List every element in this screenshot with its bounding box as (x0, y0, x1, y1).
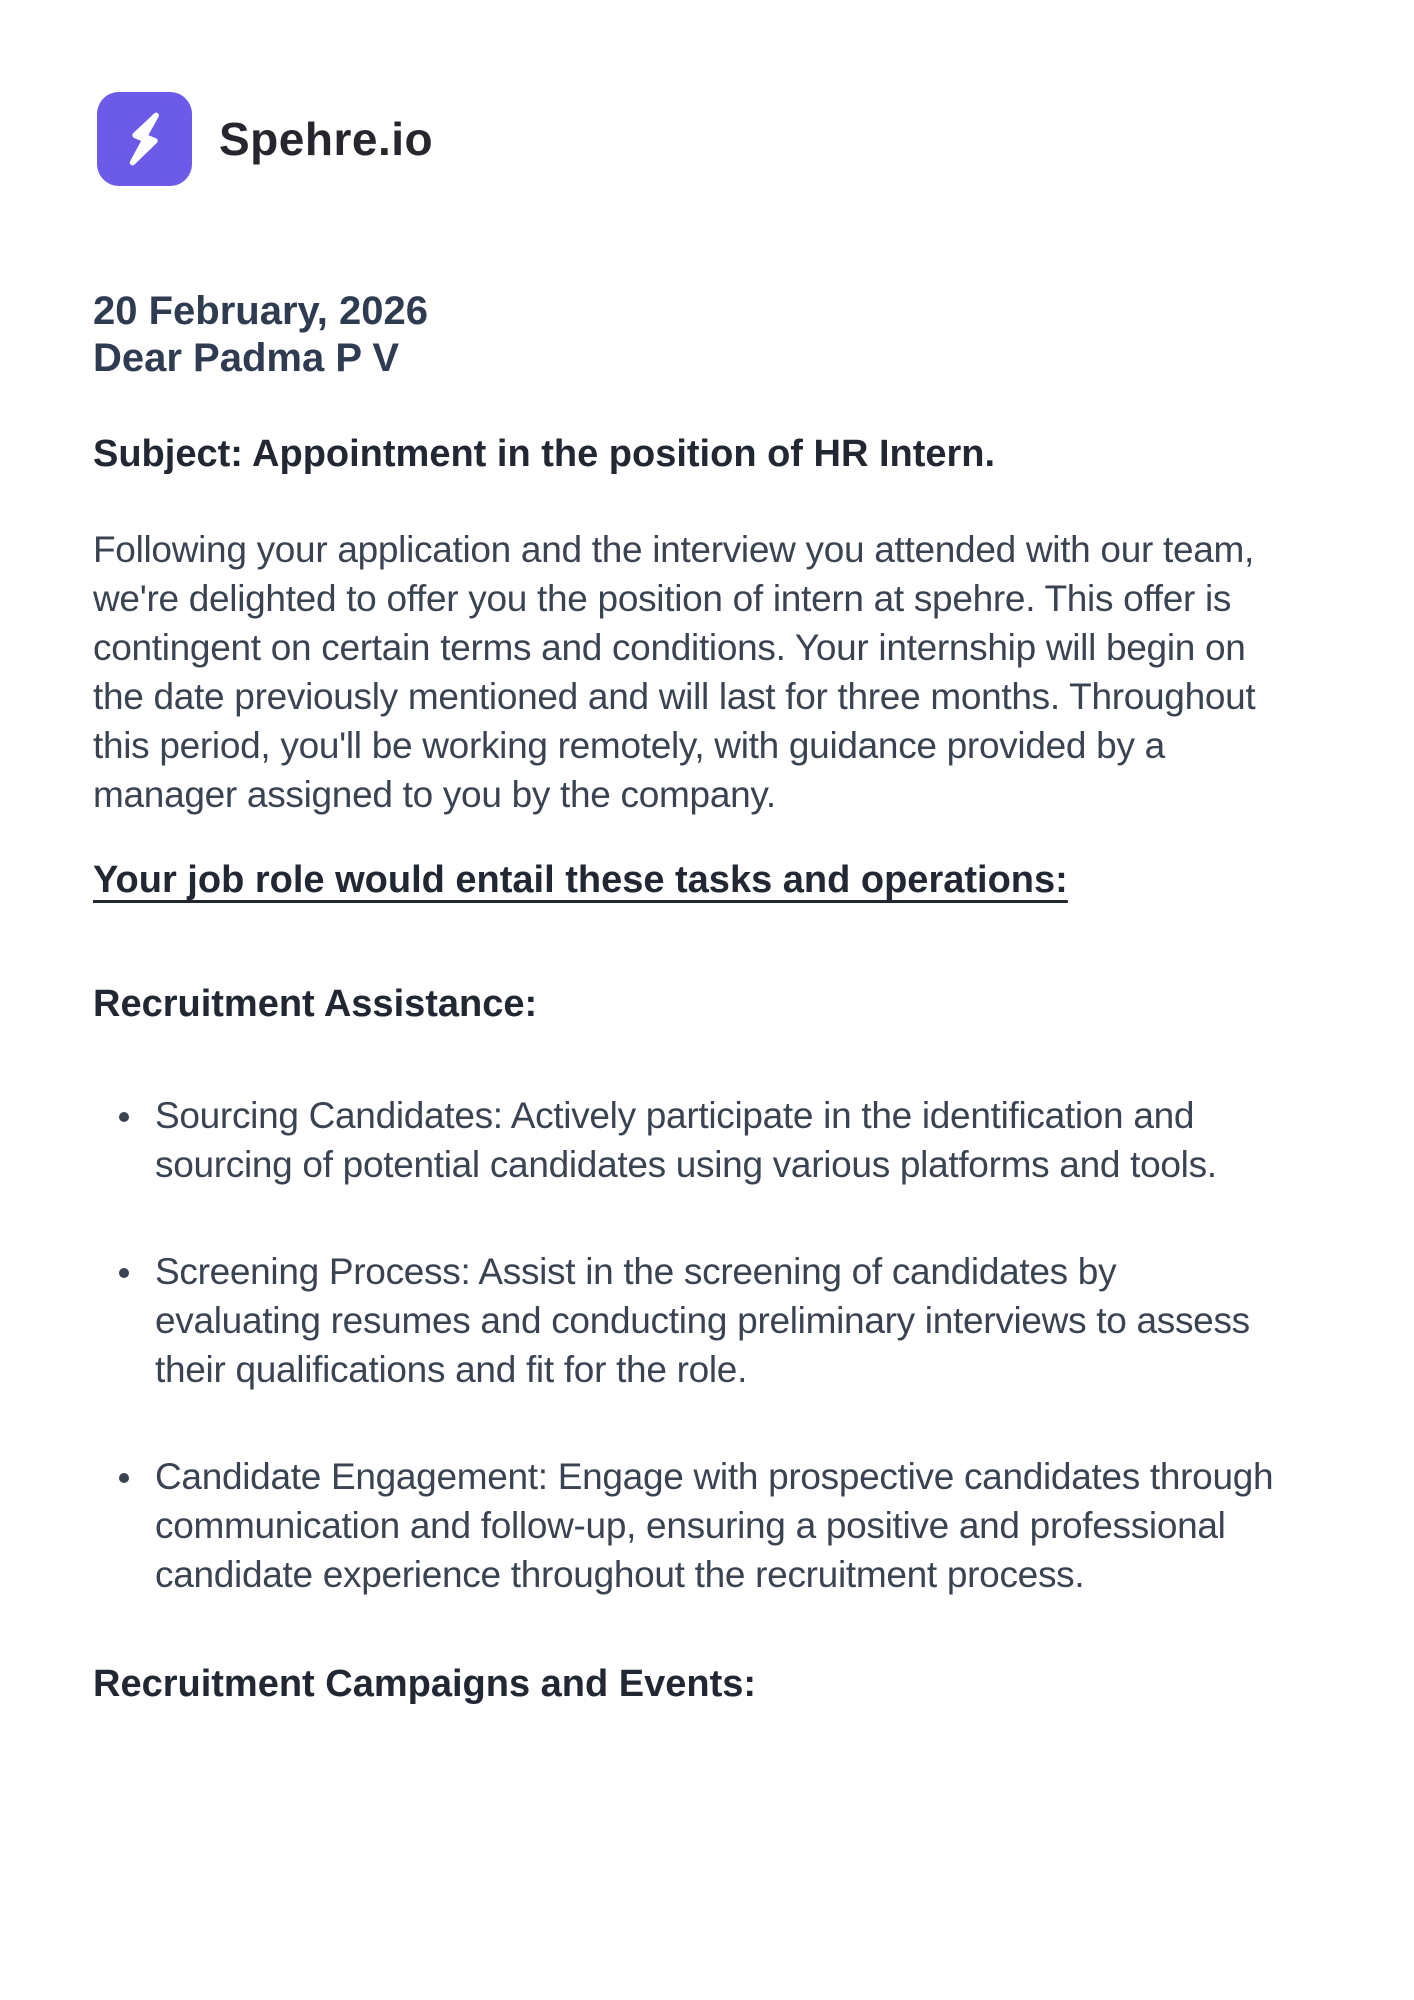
letter-date: 20 February, 2026 (93, 289, 429, 333)
letter-salutation: Dear Padma P V (93, 336, 400, 380)
recruitment-assistance-heading: Recruitment Assistance: (93, 983, 538, 1025)
recruitment-assistance-list (93, 1091, 1289, 1599)
subject-line: Subject: Appointment in the position of HR Intern. (93, 433, 996, 475)
bullet-icon (119, 1268, 129, 1278)
bullet-text: Candidate Engagement: Engage with prospective candidates through communication and follow-up, ensuring a positive and professional candidate experience throughout the recruitment process. (155, 1456, 1274, 1595)
list-item (93, 1247, 1289, 1394)
intro-paragraph: Following your application and the interview you attended with our team, we're delighted to offer you the position of intern at spehre. This offer is contingent on certain terms and conditions. Your internship will begin on the date previously mentioned and will last for three months. Throughout this period, you'll be working remotely, with guidance provided by a manager assigned to you by the company. (93, 529, 1256, 815)
tasks-heading: Your job role would entail these tasks and operations: (93, 859, 1068, 901)
brand-header (97, 92, 1289, 186)
bullet-icon (119, 1112, 129, 1122)
bullet-text: Sourcing Candidates: Actively participate in the identification and sourcing of potential candidates using various platforms and tools. (155, 1095, 1217, 1185)
list-item (93, 1452, 1289, 1599)
bullet-text: Screening Process: Assist in the screening of candidates by evaluating resumes and conducting preliminary interviews to assess their qualifications and fit for the role. (155, 1251, 1250, 1390)
bullet-icon (119, 1473, 129, 1483)
letter-header (93, 288, 1289, 382)
spehre-bolt-icon (97, 92, 192, 186)
brand-name: Spehre.io (219, 113, 434, 165)
list-item (93, 1091, 1289, 1189)
recruitment-campaigns-heading: Recruitment Campaigns and Events: (93, 1663, 757, 1705)
